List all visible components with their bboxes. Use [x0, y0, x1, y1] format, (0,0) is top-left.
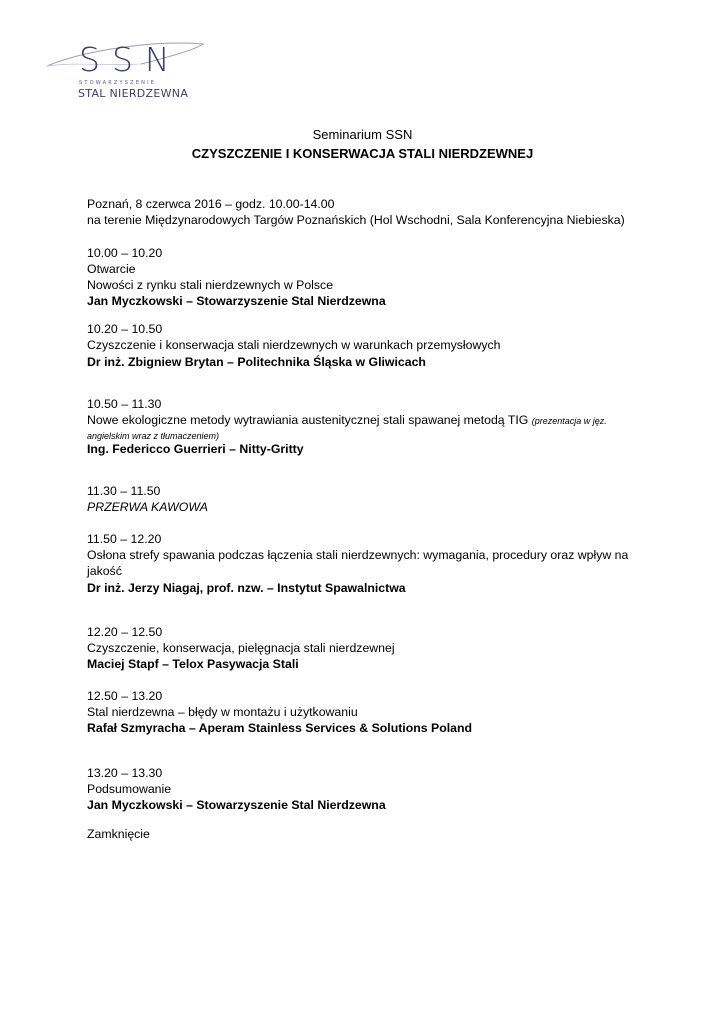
- ssn-logo: [45, 36, 210, 108]
- session-speaker: Maciej Stapf – Telox Pasywacja Stali: [87, 657, 299, 671]
- session-title: Nowe ekologiczne metody wytrawiania austenitycznej stali spawanej metodą TIG: [87, 413, 529, 427]
- logo-name: STAL NIERDZEWNA: [78, 87, 189, 100]
- session-speaker: Dr inż. Zbigniew Brytan – Politechnika Śląska w Gliwicach: [87, 355, 426, 369]
- session-title: Otwarcie: [87, 262, 136, 276]
- seminar-title: CZYSZCZENIE I KONSERWACJA STALI NIERDZEWNEJ: [191, 146, 534, 161]
- session-language-note: (prezentacja w jęz.: [531, 416, 607, 426]
- closing: Zamknięcie: [87, 827, 150, 841]
- date-line: Poznań, 8 czerwca 2016 – godz. 10.00-14.00: [87, 197, 335, 211]
- session-time: 10.00 – 10.20: [87, 246, 163, 260]
- session-time: 12.50 – 13.20: [87, 689, 163, 703]
- session-time: 10.20 – 10.50: [87, 322, 163, 336]
- session-language-note: angielskim wraz z tłumaczeniem): [87, 431, 220, 441]
- coffee-break: PRZERWA KAWOWA: [87, 500, 208, 514]
- session-speaker: Dr inż. Jerzy Niagaj, prof. nzw. – Instytut Spawalnictwa: [87, 581, 406, 595]
- logo-subtitle: STOWARZYSZENIE: [79, 80, 157, 86]
- session-title: Podsumowanie: [87, 782, 172, 796]
- session-speaker: Ing. Federicco Guerrieri – Nitty-Gritty: [87, 442, 304, 456]
- session-speaker: Rafał Szmyracha – Aperam Stainless Services & Solutions Poland: [87, 721, 472, 735]
- session-title: Stal nierdzewna – błędy w montażu i użytkowaniu: [87, 705, 358, 719]
- session-title: Nowości z rynku stali nierdzewnych w Polsce: [87, 278, 334, 292]
- session-title: jakość: [87, 564, 122, 578]
- session-title: Czyszczenie, konserwacja, pielęgnacja stali nierdzewnej: [87, 641, 395, 655]
- session-title-row: [87, 413, 607, 429]
- session-time: 13.20 – 13.30: [87, 766, 163, 780]
- seminar-subtitle: Seminarium SSN: [312, 127, 413, 142]
- venue-line: na terenie Międzynarodowych Targów Poznańskich (Hol Wschodni, Sala Konferencyjna Niebieska): [87, 213, 625, 227]
- session-title: Czyszczenie i konserwacja stali nierdzewnych w warunkach przemysłowych: [87, 338, 501, 352]
- session-time: 12.20 – 12.50: [87, 625, 163, 639]
- session-title: Osłona strefy spawania podczas łączenia stali nierdzewnych: wymagania, procedury oraz wpływ na: [87, 548, 629, 562]
- session-speaker: Jan Myczkowski – Stowarzyszenie Stal Nierdzewna: [87, 798, 386, 812]
- document-header: [0, 127, 725, 162]
- session-time: 10.50 – 11.30: [87, 397, 162, 411]
- logo-letters: SSN: [79, 40, 182, 79]
- session-time: 11.50 – 12.20: [87, 532, 162, 546]
- session-speaker: Jan Myczkowski – Stowarzyszenie Stal Nierdzewna: [87, 294, 386, 308]
- session-time: 11.30 – 11.50: [87, 484, 161, 498]
